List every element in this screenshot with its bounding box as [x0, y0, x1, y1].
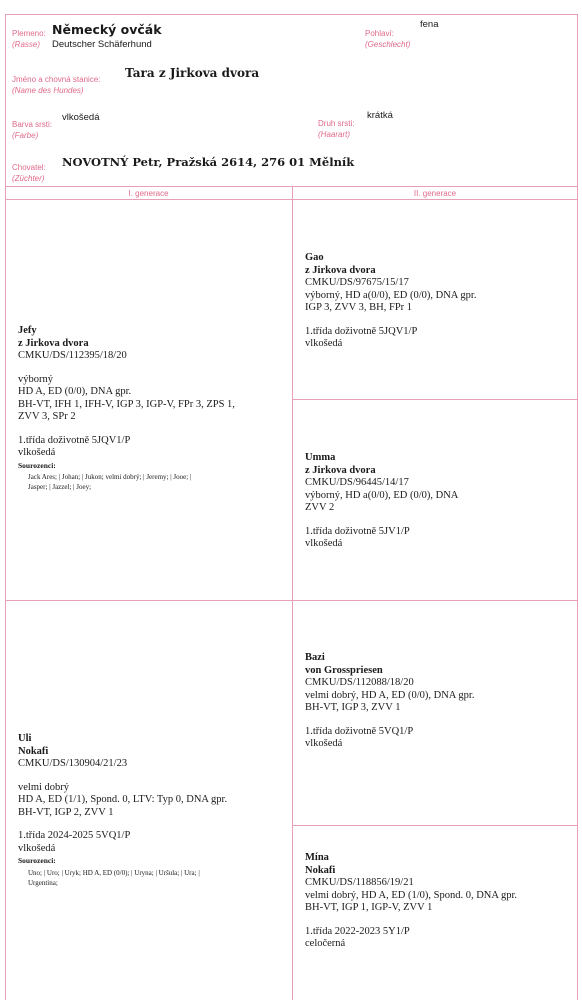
sire-eval: výborný [18, 373, 53, 385]
sire-dam-divider [5, 600, 577, 601]
dam-sire-line1: velmi dobrý, HD A, ED (0/0), DNA gpr. [305, 689, 475, 701]
coat-value: krátká [367, 110, 393, 121]
dam-siblings-2: Urgentina; [28, 878, 58, 887]
gen-1-header: I. generace [128, 189, 169, 198]
dam-dam-entry [305, 852, 577, 951]
dam-reg: CMKU/DS/130904/21/23 [18, 758, 128, 769]
dam-kennel: Nokafi [18, 745, 49, 757]
breed-value: Německý ovčák [52, 22, 162, 37]
gen-divider [292, 186, 293, 1000]
gen-2-header: II. generace [413, 189, 457, 198]
sire-dam-name: Umma [305, 452, 336, 463]
dam-entry [18, 733, 288, 888]
sire-dam-kennel: z Jirkova dvora [305, 464, 376, 476]
sire-dam-breeding: 1.třída doživotně 5JV1/P [305, 525, 410, 537]
sex-value: fena [420, 19, 439, 30]
dam-sire-reg: CMKU/DS/112088/18/20 [305, 677, 414, 688]
dam-siblings: Uno; | Uro; | Uryk; HD A, ED (0/0); | Uryna; | Uršula; | Ura; | [28, 868, 200, 877]
breed-label: Plemeno: (Rasse) [12, 29, 46, 49]
sire-sire-line1: výborný, HD a(0/0), ED (0/0), DNA gpr. [305, 289, 477, 301]
sire-entry [18, 325, 288, 492]
sex-label: Pohlaví: (Geschlecht) [365, 29, 411, 49]
sire-exams: BH-VT, IFH 1, IFH-V, IGP 3, IGP-V, FPr 3, ZPS 1, [18, 398, 235, 410]
name-label: Jméno a chovná stanice: (Name des Hundes) [12, 75, 101, 95]
dam-dam-color: celočerná [305, 938, 346, 949]
dam-sire-entry [305, 652, 573, 751]
sire-color: vlkošedá [18, 447, 56, 458]
sire-kennel: z Jirkova dvora [18, 337, 89, 349]
dam-dam-reg: CMKU/DS/118856/19/21 [305, 877, 414, 888]
sire-dam-color: vlkošedá [305, 538, 343, 549]
breeder-label: Chovatel: (Züchter) [12, 163, 46, 183]
grand-divider-top [292, 399, 577, 400]
dam-sire-line2: BH-VT, IGP 3, ZVV 1 [305, 702, 401, 713]
sire-dam-entry [305, 452, 573, 551]
sire-name: Jefy [18, 325, 37, 336]
sire-sire-kennel: z Jirkova dvora [305, 264, 376, 276]
sire-breeding: 1.třída doživotně 5JQV1/P [18, 434, 131, 446]
sire-dam-line2: ZVV 2 [305, 502, 335, 513]
color-value: vlkošedá [62, 112, 100, 123]
breed-value-de: Deutscher Schäferhund [52, 39, 152, 50]
dam-exams: BH-VT, IGP 2, ZVV 1 [18, 806, 114, 818]
header-bottom-line [5, 186, 577, 187]
frame-right [577, 14, 578, 1000]
grand-divider-bottom [292, 825, 577, 826]
dam-dam-name: Mína [305, 852, 329, 863]
sire-reg: CMKU/DS/112395/18/20 [18, 350, 127, 361]
sire-sire-line2: IGP 3, ZVV 3, BH, FPr 1 [305, 302, 413, 313]
dam-sire-breeding: 1.třída doživotně 5VQ1/P [305, 725, 414, 737]
dam-dam-line2: BH-VT, IGP 1, IGP-V, ZVV 1 [305, 902, 433, 913]
sire-health: HD A, ED (0/0), DNA gpr. [18, 386, 132, 397]
sire-sire-reg: CMKU/DS/97675/15/17 [305, 277, 409, 288]
dog-name: Tara z Jirkova dvora [125, 66, 260, 80]
frame-left [5, 14, 6, 1000]
dam-color: vlkošedá [18, 842, 56, 854]
sire-sire-breeding: 1.třída doživotně 5JQV1/P [305, 325, 418, 337]
dam-sire-color: vlkošedá [305, 738, 343, 749]
sire-sire-name: Gao [305, 252, 324, 263]
sire-siblings-2: Jasper; | Jazzel; | Joey; [28, 483, 92, 491]
dam-sire-name: Bazi [305, 652, 325, 663]
coat-label: Druh srsti: (Haarart) [318, 119, 355, 139]
color-label: Barva srsti: (Farbe) [12, 120, 53, 140]
sire-sire-entry [305, 252, 573, 351]
dam-dam-line1: velmi dobrý, HD A, ED (1/0), Spond. 0, DNA gpr. [305, 889, 518, 901]
sire-siblings: Jack Ares; | Johan; | Jukon; velmi dobrý; | Jeremy; | Jooe; | [28, 473, 192, 481]
dam-siblings-label: Sourozenci: [18, 856, 56, 865]
dam-health: HD A, ED (1/1), Spond. 0, LTV: Typ 0, DNA gpr. [18, 794, 228, 805]
sire-dam-line1: výborný, HD a(0/0), ED (0/0), DNA [305, 489, 459, 501]
sire-sire-color: vlkošedá [305, 338, 343, 349]
dam-breeding: 1.třída 2024-2025 5VQ1/P [18, 830, 131, 841]
dam-eval: velmi dobrý [18, 781, 70, 793]
dam-name: Uli [18, 733, 32, 744]
frame-top [5, 14, 577, 15]
breeder-value: NOVOTNÝ Petr, Pražská 2614, 276 01 Mělník [62, 155, 355, 169]
dam-sire-kennel: von Grosspriesen [305, 664, 383, 676]
sire-exams-2: ZVV 3, SPr 2 [18, 411, 76, 422]
sire-dam-reg: CMKU/DS/96445/14/17 [305, 477, 409, 488]
dam-dam-breeding: 1.třída 2022-2023 5Y1/P [305, 925, 410, 937]
gen-bottom-line [5, 199, 577, 200]
sire-siblings-label: Sourozenci: [18, 460, 56, 470]
dam-dam-kennel: Nokafi [305, 864, 336, 876]
